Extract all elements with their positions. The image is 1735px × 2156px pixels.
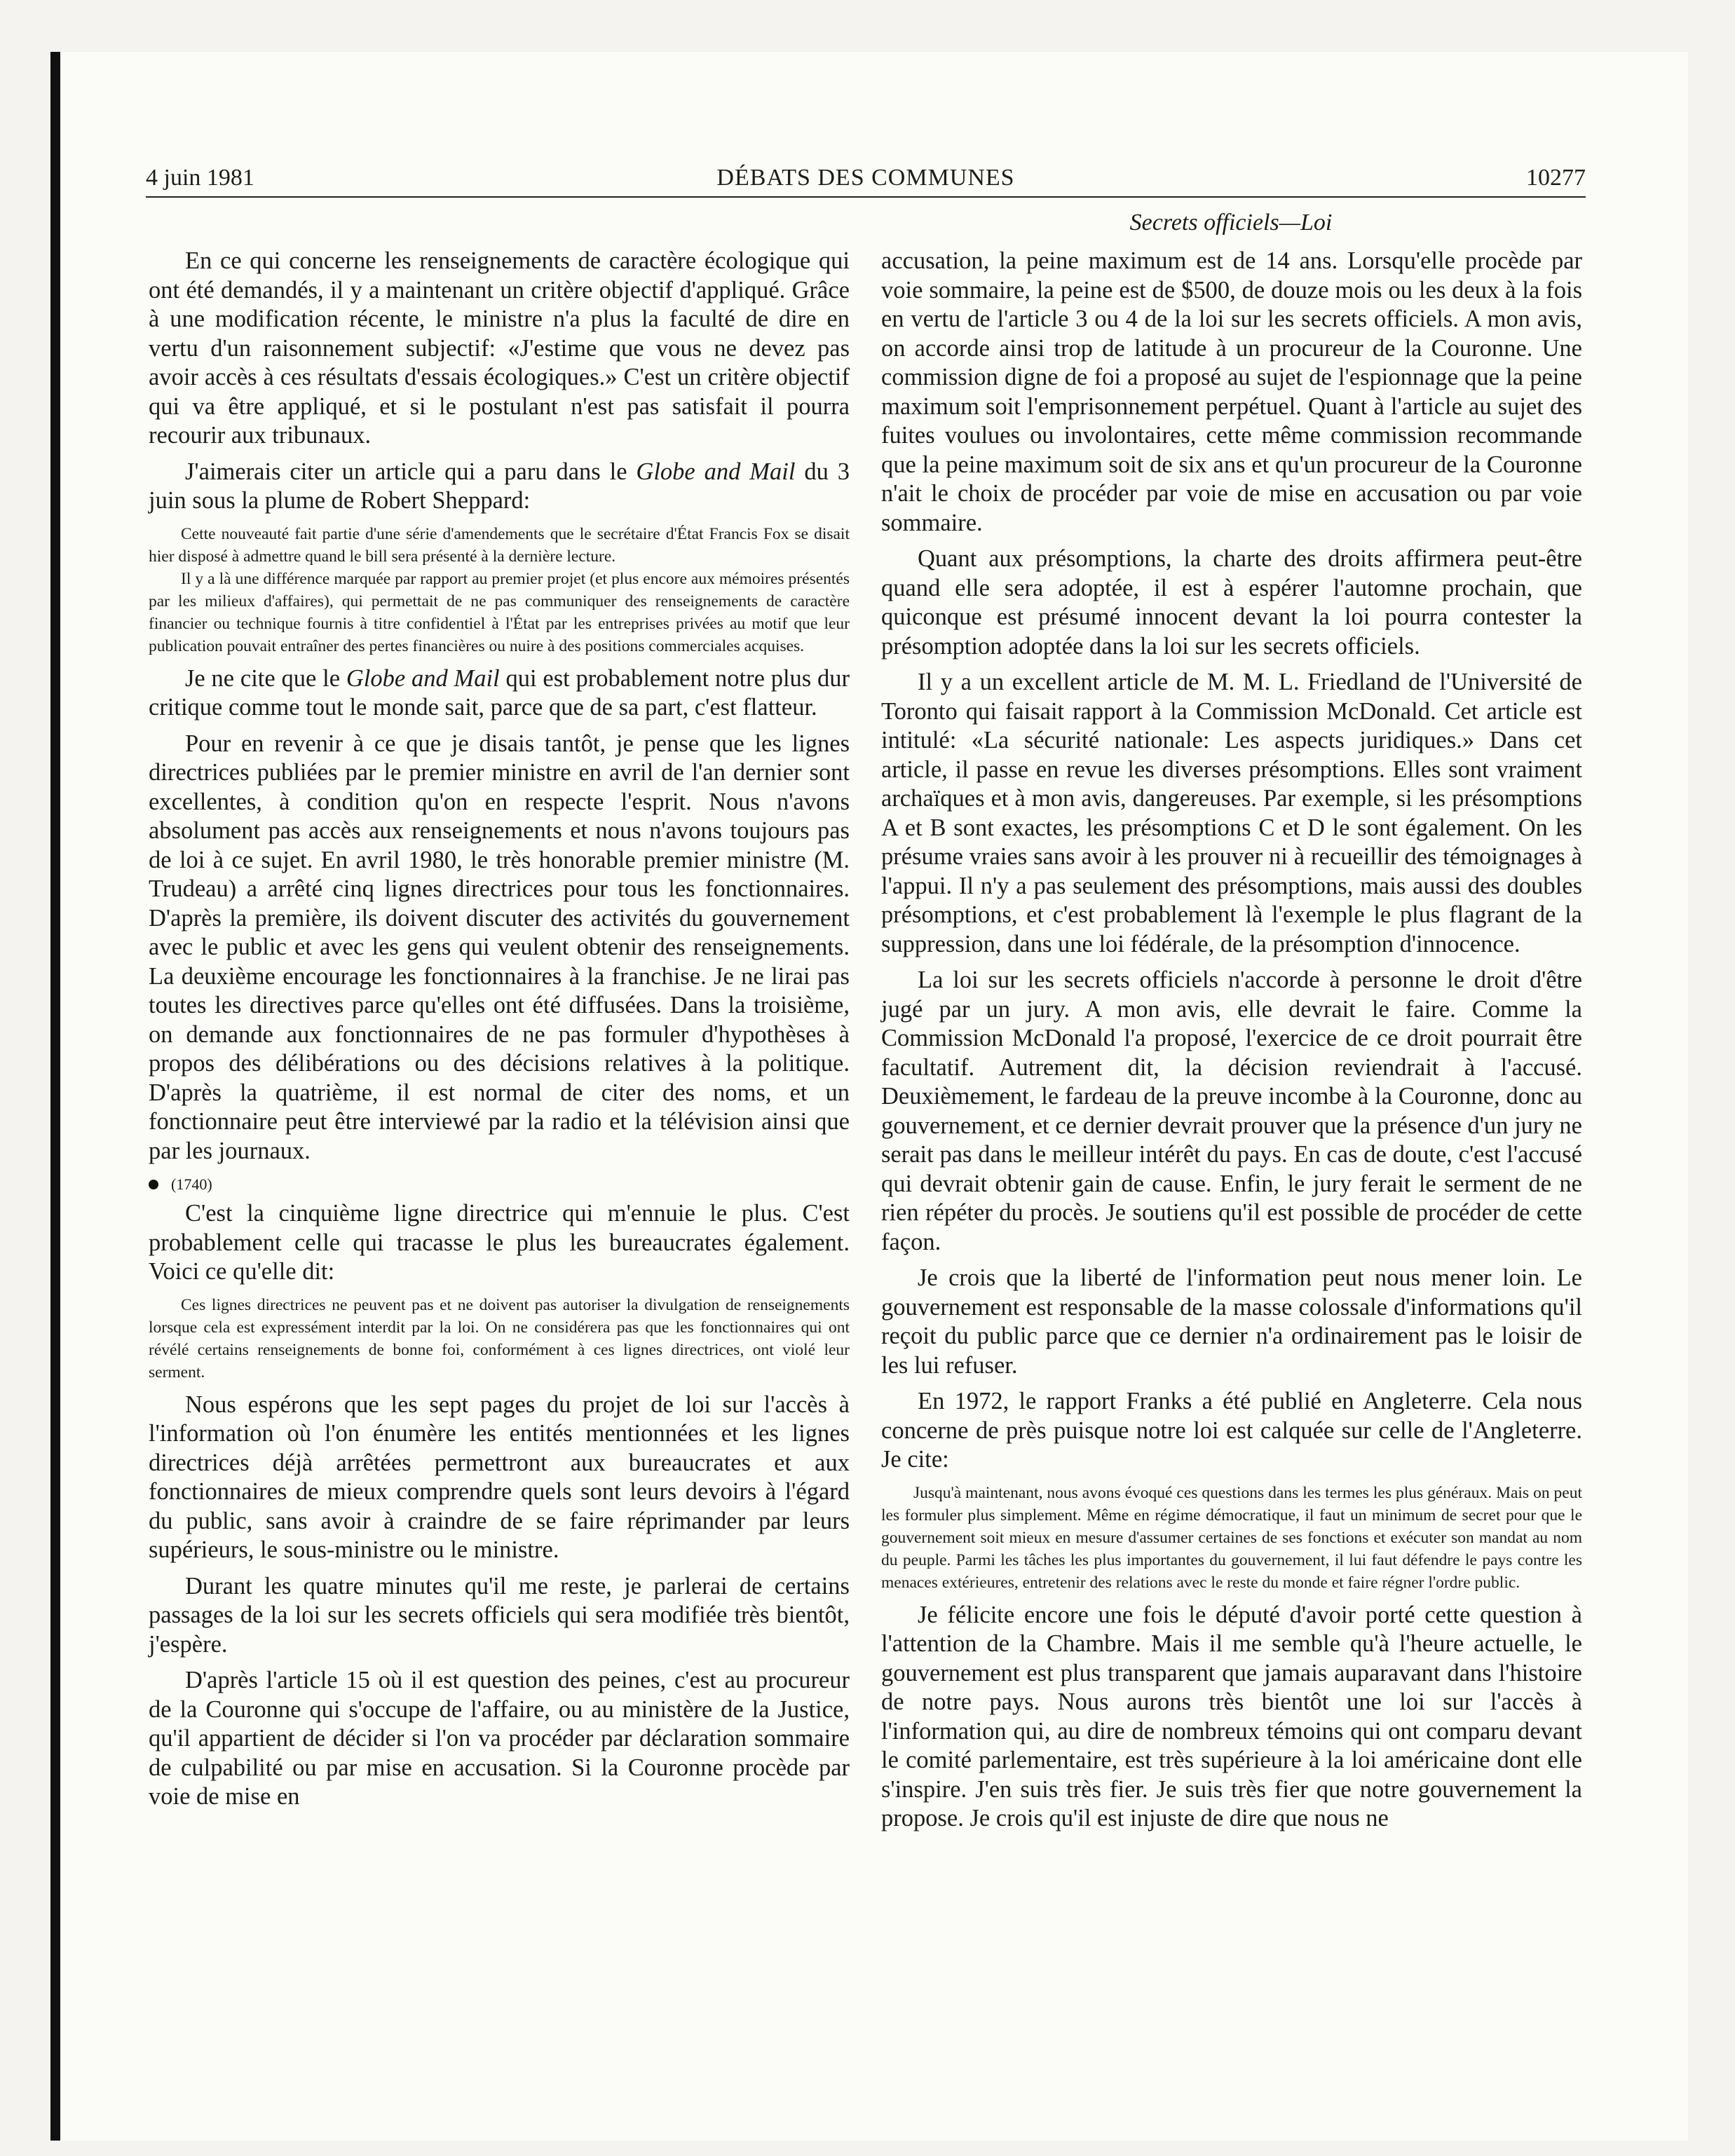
paragraph: Je ne cite que le Globe and Mail qui est probablement notre plus dur critique comme tout le monde sait, parce que de sa part, c'est flatteur. <box>149 664 850 721</box>
newspaper-title: Globe and Mail <box>636 458 796 485</box>
right-column <box>881 247 1582 1841</box>
page-number: 10277 <box>1526 165 1586 191</box>
paragraph: Durant les quatre minutes qu'il me reste, je parlerai de certains passages de la loi sur les secrets officiels qui sera modifiée très bientôt, j'espère. <box>149 1572 850 1658</box>
paragraph: Nous espérons que les sept pages du projet de loi sur l'accès à l'information où l'on énumère les entités mentionnées et les lignes directrices déjà arrêtées permettront aux bureaucrates et aux fonctionnaires de mieux comprendre quels sont leurs devoirs à l'égard du public, sans avoir à craindre de se faire réprimander par leurs supérieurs, le sous-ministre ou le ministre. <box>149 1391 850 1563</box>
paragraph: Pour en revenir à ce que je disais tantôt, je pense que les lignes directrices publiées par le premier ministre en avril de l'an dernier sont excellentes, à condition qu'on en respecte l'esprit. Nous n'avons absolument pas accès aux renseignements et nous n'avons toujours pas de loi à ce sujet. En avril 1980, le très honorable premier ministre (M. Trudeau) a arrêté cinq lignes directrices pour tous les fonctionnaires. D'après la première, ils doivent discuter des activités du gouvernement avec le public et avec les gens qui veulent obtenir des renseignements. La deuxième encourage les fonctionnaires à la franchise. Je ne lirai pas toutes les directives parce qu'elles ont été diffusées. Dans la troisième, on demande aux fonctionnaires de ne pas formuler d'hypothèses à propos des délibérations ou des décisions relatives à la politique. D'après la quatrième, il est normal de citer des noms, et un fonctionnaire peut être interviewé par la radio et la télévision ainsi que par les journaux. <box>149 730 850 1164</box>
block-quote: Cette nouveauté fait partie d'une série d'amendements que le secrétaire d'État Francis Fox se disait hier disposé à admettre quand le bill sera présenté à la dernière lecture. Il y a là une différence marquée par rapport au premier projet (et plus encore aux mémoires présentés par les milieux d'affaires), qui permettait de ne pas communiquer des renseignements de caractère financier ou technique fournis à titre confidentiel à l'État par les entreprises privées au motif que leur publication pouvait entraîner des pertes financières ou nuire à des positions commerciales acquises. <box>149 524 850 655</box>
paragraph: D'après l'article 15 où il est question des peines, c'est au procureur de la Couronne qui s'occupe de l'affaire, ou au ministère de la Justice, qu'il appartient de décider si l'on va procéder par déclaration sommaire de culpabilité ou par mise en accusation. Si la Couronne procède par voie de mise en <box>149 1667 850 1810</box>
scan-edge <box>50 52 60 2141</box>
running-title: Secrets officiels—Loi <box>1129 210 1333 236</box>
header-rule <box>146 196 1586 198</box>
paragraph: Quant aux présomptions, la charte des droits affirmera peut-être quand elle sera adoptée, il est à espérer l'automne prochain, que quiconque est présumé innocent devant la loi pourra contester la présomption adoptée dans la loi sur les secrets officiels. <box>881 545 1582 660</box>
newspaper-title: Globe and Mail <box>346 664 500 692</box>
block-quote: Jusqu'à maintenant, nous avons évoqué ces questions dans les termes les plus généraux. Mais on peut les formuler plus simplement. Même en régime démocratique, il faut un minimum de secret pour que le gouvernement soit mieux en mesure d'assumer certaines de ses fonctions et exécuter son mandat au nom du peuple. Parmi les tâches les plus importantes du gouvernement, il lui faut défendre le pays contre les menaces extérieures, entretenir des relations avec le reste du monde et faire régner l'ordre public. <box>881 1483 1582 1592</box>
left-column <box>149 247 850 1819</box>
timestamp: (1740) <box>149 1173 850 1196</box>
paragraph: C'est la cinquième ligne directrice qui m'ennuie le plus. C'est probablement celle qui tracasse le plus les bureaucrates également. Voici ce qu'elle dit: <box>149 1200 850 1285</box>
paragraph: J'aimerais citer un article qui a paru dans le Globe and Mail du 3 juin sous la plume de Robert Sheppard: <box>149 458 850 514</box>
paragraph: En ce qui concerne les renseignements de caractère écologique qui ont été demandés, il y a maintenant un critère objectif d'appliqué. Grâce à une modification récente, le ministre n'a plus la faculté de dire en vertu d'un raisonnement subjectif: «J'estime que vous ne devez pas avoir accès à ces résultats d'essais écologiques.» C'est un critère objectif qui va être appliqué, et si le postulant n'est pas satisfait il pourra recourir aux tribunaux. <box>149 247 850 449</box>
page-header <box>146 163 1586 196</box>
paragraph: Il y a un excellent article de M. M. L. Friedland de l'Université de Toronto qui faisait rapport à la Commission McDonald. Cet article est intitulé: «La sécurité nationale: Les aspects juridiques.» Dans cet article, il passe en revue les diverses présomptions. Elles sont vraiment archaïques et à mon avis, dangereuses. Par exemple, si les présomptions A et B sont exactes, les présomptions C et D le sont également. On les présume vraies sans avoir à les prouver ni à recueillir des témoignages à l'appui. Il n'y a pas seulement des présomptions, mais aussi des doubles présomptions, et c'est probablement là l'exemple le plus flagrant de la suppression, dans une loi fédérale, de la présomption d'innocence. <box>881 669 1582 957</box>
header-date: 4 juin 1981 <box>146 165 254 191</box>
paragraph: En 1972, le rapport Franks a été publié en Angleterre. Cela nous concerne de près puisque notre loi est calquée sur celle de l'Angleterre. Je cite: <box>881 1388 1582 1473</box>
paragraph: Je crois que la liberté de l'information peut nous mener loin. Le gouvernement est responsable de la masse colossale d'informations qu'il reçoit du public parce que ce dernier n'a ordinairement pas le loisir de les lui refuser. <box>881 1264 1582 1379</box>
bullet-dot-icon <box>149 1180 158 1189</box>
header-title: DÉBATS DES COMMUNES <box>716 165 1015 191</box>
paragraph: La loi sur les secrets officiels n'accorde à personne le droit d'être jugé par un jury. A mon avis, elle devrait le faire. Comme la Commission McDonald l'a proposé, l'exercice de ce droit pourrait être facultatif. Autrement dit, la décision reviendrait à l'accusé. Deuxièmement, le fardeau de la preuve incombe à la Couronne, donc au gouvernement, et ce dernier devrait prouver que la présence d'un jury ne serait pas dans le meilleur intérêt du pays. En cas de doute, c'est l'accusé qui devrait obtenir gain de cause. Enfin, le jury ferait le serment de ne rien répéter du procès. Je soutiens qu'il est possible de procéder de cette façon. <box>881 967 1582 1255</box>
paragraph: accusation, la peine maximum est de 14 ans. Lorsqu'elle procède par voie sommaire, la peine est de $500, de douze mois ou les deux à la fois en vertu de l'article 3 ou 4 de la loi sur les secrets officiels. A mon avis, on accorde ainsi trop de latitude à un procureur de la Couronne. Une commission digne de foi a proposé au sujet de l'espionnage que la peine maximum soit l'emprisonnement perpétuel. Quant à l'article au sujet des fuites voulues ou involontaires, cette même commission recommande que la peine maximum soit de six ans et qu'un procureur de la Couronne n'ait le choix de procéder par voie de mise en accusation ou par voie sommaire. <box>881 247 1582 536</box>
block-quote: Ces lignes directrices ne peuvent pas et ne doivent pas autoriser la divulgation de renseignements lorsque cela est expressément interdit par la loi. On ne considérera pas que les fonctionnaires qui ont révélé certains renseignements de bonne foi, conformément à ces lignes directrices, ont violé leur serment. <box>149 1295 850 1381</box>
paragraph: Je félicite encore une fois le député d'avoir porté cette question à l'attention de la Chambre. Mais il me semble qu'à l'heure actuelle, le gouvernement est plus transparent que jamais auparavant dans l'histoire de notre pays. Nous aurons très bientôt une loi sur l'accès à l'information qui, au dire de nombreux témoins qui ont comparu devant le comité parlementaire, est très supérieure à la loi américaine dont elle s'inspire. J'en suis très fier. Je suis très fier que notre gouvernement la propose. Je crois qu'il est injuste de dire que nous ne <box>881 1601 1582 1831</box>
